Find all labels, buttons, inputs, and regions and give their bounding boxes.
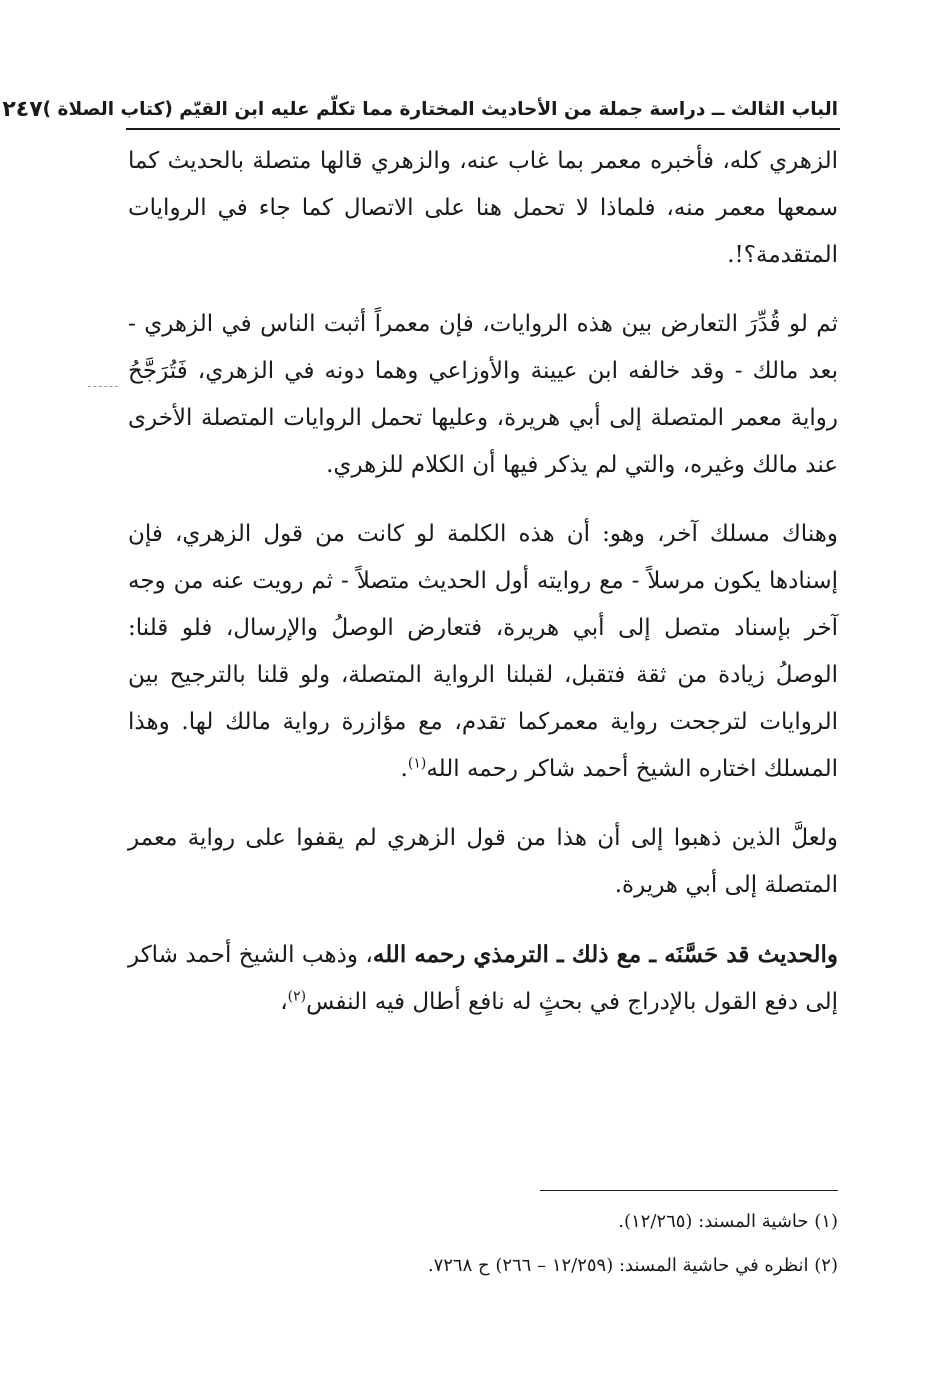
paragraph-1-text: الزهري كله، فأخبره معمر بما غاب عنه، والزهري قالها متصلة بالحديث كما سمعها معمر منه، فلماذا لا تحمل هنا على الاتصال كما جاء في الروايات المتقدمة؟!. (128, 148, 838, 268)
footnote-ref-2[interactable]: (٢) (287, 988, 307, 1005)
paragraph-3-tail: . (400, 756, 408, 782)
header-title: الباب الثالث ــ دراسة جملة من الأحاديث المختارة مما تكلّم عليه ابن القيّم (كتاب الصلاة ) (42, 98, 838, 120)
running-header (2, 92, 838, 126)
paragraph-3 (128, 511, 838, 793)
paragraph-3-text: وهناك مسلك آخر، وهو: أن هذه الكلمة لو كانت من قول الزهري، فإن إسنادها يكون مرسلاً - مع روايته أول الحديث متصلاً - ثم رويت عنه من وجه آخر بإسناد متصل إلى أبي هريرة، فتعارض الوصلُ والإرسال، فلو قلنا: الوصلُ زيادة من ثقة فتقبل، لقبلنا الرواية المتصلة، ولو قلنا بالترجيح بين الروايات لترجحت رواية معمركما تقدم، مع مؤازرة رواية مالك لها. وهذا المسلك اختاره الشيخ أحمد شاكر رحمه الله (128, 521, 838, 782)
paragraph-5-bold: والحديث قد حَسَّنَه ـ مع ذلك ـ الترمذي رحمه الله (372, 941, 838, 968)
footnote-1: (١) حاشية المسند: (١٢/٢٦٥). (618, 1211, 838, 1232)
paragraph-2 (128, 301, 838, 489)
footnote-ref-1[interactable]: (١) (407, 755, 427, 772)
footnote-divider (540, 1190, 838, 1191)
header-divider (126, 128, 840, 130)
paragraph-4 (128, 815, 838, 909)
paragraph-5-tail: ، (280, 989, 288, 1015)
paragraph-4-text: ولعلَّ الذين ذهبوا إلى أن هذا من قول الزهري لم يقفوا على رواية معمر المتصلة إلى أبي هريرة. (128, 825, 838, 898)
paragraph-5-text: ، وذهب الشيخ أحمد شاكر إلى دفع القول بالإدراج في بحثٍ له نافع أطال فيه النفس (128, 942, 838, 1015)
main-text (128, 138, 838, 1048)
paragraph-5 (128, 931, 838, 1026)
footnotes (128, 1200, 838, 1288)
paragraph-2-text: ثم لو قُدِّرَ التعارض بين هذه الروايات، فإن معمراً أثبت الناس في الزهري - بعد مالك - وقد خالفه ابن عيينة والأوزاعي وهما دونه في الزهري، فَتُرَجَّحُ رواية معمر المتصلة إلى أبي هريرة، وعليها تحمل الروايات المتصلة الأخرى عند مالك وغيره، والتي لم يذكر فيها أن الكلام للزهري. (128, 311, 838, 478)
page-number: ٢٤٧ (2, 96, 43, 122)
paragraph-1 (128, 138, 838, 279)
margin-mark (88, 386, 118, 387)
footnote-2: (٢) انظره في حاشية المسند: (١٢/٢٥٩ – ٢٦٦) ح ٧٢٦٨. (427, 1255, 838, 1276)
